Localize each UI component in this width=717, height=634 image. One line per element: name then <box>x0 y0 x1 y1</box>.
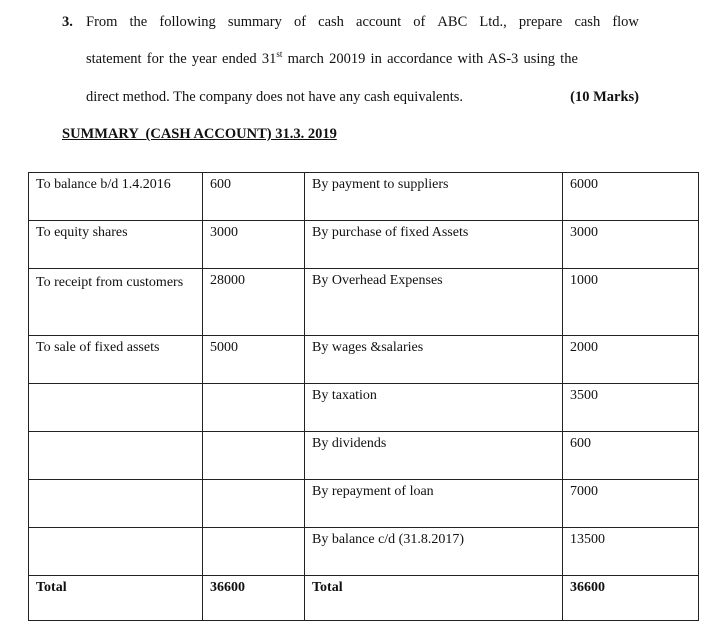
credit-amount: 2000 <box>563 336 699 384</box>
credit-amount: 1000 <box>563 269 699 336</box>
debit-amount <box>203 384 305 432</box>
debit-label: To sale of fixed assets <box>29 336 203 384</box>
question-line-1 <box>86 14 639 31</box>
credit-amount: 3000 <box>563 221 699 269</box>
debit-label-text: To receipt from customers <box>36 275 184 290</box>
table-row <box>29 528 699 576</box>
word: of <box>413 14 426 30</box>
word: cash <box>318 14 344 30</box>
word: ABC <box>437 14 468 30</box>
word: cash <box>574 14 601 30</box>
credit-amount: 6000 <box>563 173 699 221</box>
ordinal-suffix: st <box>276 49 283 60</box>
debit-amount: 5000 <box>203 336 305 384</box>
debit-label <box>29 269 203 336</box>
total-row <box>29 576 699 621</box>
table-row <box>29 269 699 336</box>
question-number: 3. <box>62 14 73 30</box>
debit-total-label: Total <box>29 576 203 621</box>
credit-amount: 7000 <box>563 480 699 528</box>
credit-amount: 600 <box>563 432 699 480</box>
line3-text: direct method. The company does not have any cash equivalents. <box>86 89 464 105</box>
word: the <box>129 14 148 30</box>
question-line-2 <box>86 51 639 68</box>
debit-amount <box>203 480 305 528</box>
credit-amount: 13500 <box>563 528 699 576</box>
word: Ltd., <box>479 14 507 30</box>
credit-label: By purchase of fixed Assets <box>305 221 563 269</box>
debit-amount <box>203 528 305 576</box>
debit-amount: 600 <box>203 173 305 221</box>
table-row <box>29 384 699 432</box>
credit-label: By repayment of loan <box>305 480 563 528</box>
question-line-3 <box>86 89 639 106</box>
credit-total-label: Total <box>305 576 563 621</box>
table-row <box>29 480 699 528</box>
credit-label: By taxation <box>305 384 563 432</box>
word: From <box>86 14 118 30</box>
word: summary <box>227 14 282 30</box>
debit-label <box>29 480 203 528</box>
debit-label <box>29 528 203 576</box>
credit-label: By dividends <box>305 432 563 480</box>
credit-amount: 3500 <box>563 384 699 432</box>
table-row <box>29 432 699 480</box>
summary-heading: SUMMARY (CASH ACCOUNT) 31.3. 2019 <box>62 126 337 142</box>
debit-label: To balance b/d 1.4.2016 <box>29 173 203 221</box>
word: of <box>293 14 307 30</box>
debit-amount: 3000 <box>203 221 305 269</box>
debit-amount <box>203 432 305 480</box>
word: account <box>356 14 402 30</box>
word: flow <box>612 14 639 30</box>
table-row <box>29 173 699 221</box>
credit-total-amount: 36600 <box>563 576 699 621</box>
marks-label: (10 Marks) <box>570 89 639 105</box>
table-row <box>29 336 699 384</box>
word: prepare <box>518 14 563 30</box>
credit-label: By payment to suppliers <box>305 173 563 221</box>
debit-label <box>29 384 203 432</box>
credit-label: By balance c/d (31.8.2017) <box>305 528 563 576</box>
debit-amount: 28000 <box>203 269 305 336</box>
line2-prefix: statement for the year ended 31 <box>86 51 277 67</box>
debit-label <box>29 432 203 480</box>
debit-total-amount: 36600 <box>203 576 305 621</box>
credit-label: By Overhead Expenses <box>305 269 563 336</box>
cash-account-table <box>28 172 699 621</box>
table-row <box>29 221 699 269</box>
line2-suffix: march 20019 in accordance with AS-3 using the <box>282 51 578 67</box>
credit-label: By wages &salaries <box>305 336 563 384</box>
debit-label: To equity shares <box>29 221 203 269</box>
word: following <box>159 14 216 30</box>
